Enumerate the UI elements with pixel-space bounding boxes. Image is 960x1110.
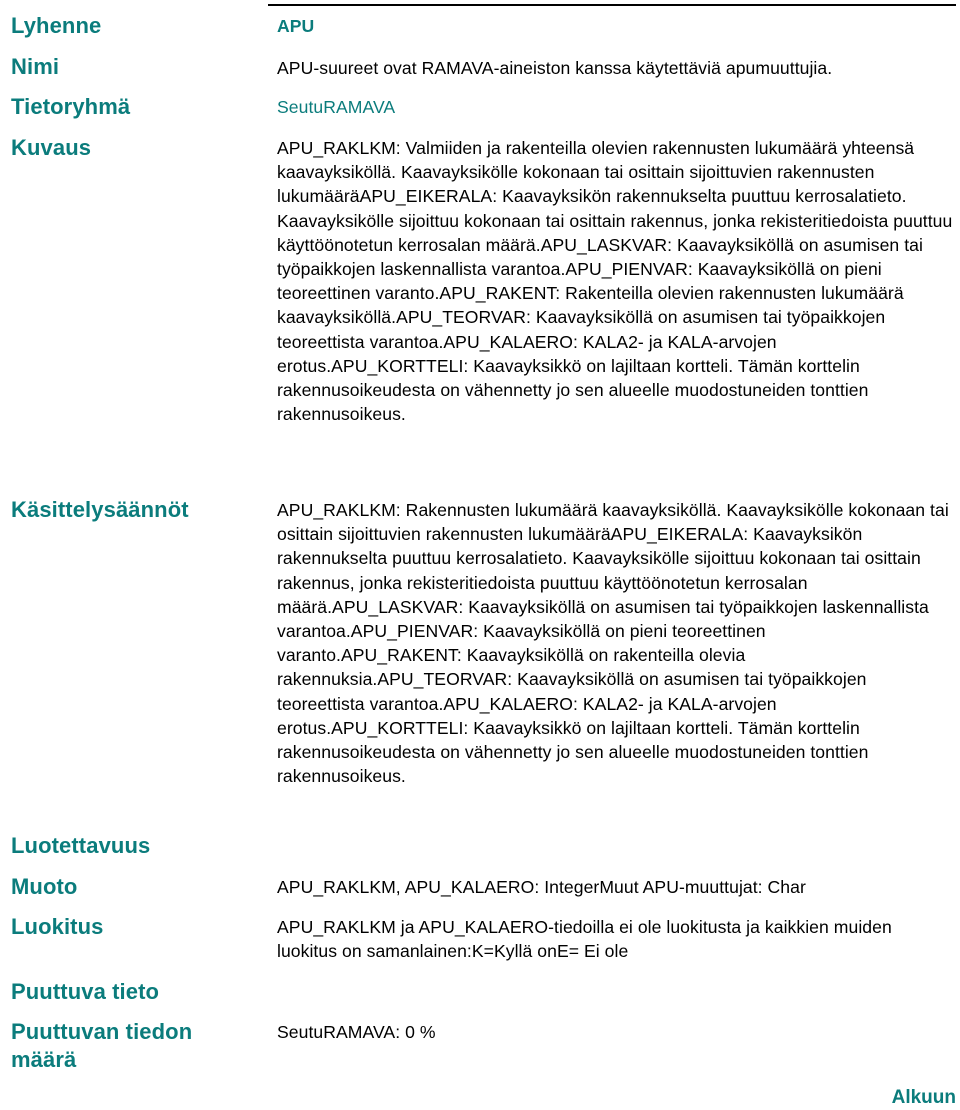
field-value: APU bbox=[277, 16, 315, 36]
back-to-top-link[interactable]: Alkuun bbox=[891, 1087, 956, 1108]
field-label: Tietoryhmä bbox=[11, 94, 131, 119]
field-value: APU_RAKLKM: Rakennusten lukumäärä kaavayksiköllä. Kaavayksikölle kokonaan tai osittain sijoittuvien rakennusten lukumääräAPU_EIKERALA: Kaavayksikön rakennukselta puuttuu kerrosalatieto. Kaavayksikölle sijoittuu kokonaan tai osittain rakennus, jonka rekisteritiedoista puuttuu käyttöönotetun kerrosalan määrä.APU_LASKVAR: Kaavayksiköllä on asumisen tai työpaikkojen laskennallista varantoa.APU_PIENVAR: Kaavayksiköllä on pieni teoreettinen varanto.APU_RAKENT: Kaavayksiköllä on rakenteilla olevia rakennuksia.APU_TEORVAR: Kaavayksiköllä on asumisen tai työpaikkojen teoreettista varantoa.APU_KALAERO: KALA2- ja KALA-arvojen erotus.APU_KORTTELI: Kaavayksikkö on lajiltaan kortteli. Tämän korttelin rakennusoikeudesta on vähennetty jo sen alueelle muodostuneiden tonttien rakennusoikeus. bbox=[277, 500, 949, 787]
field-label: Luotettavuus bbox=[11, 833, 151, 858]
field-label: Nimi bbox=[11, 54, 60, 79]
field-label: Muoto bbox=[11, 874, 78, 899]
field-value: APU_RAKLKM, APU_KALAERO: IntegerMuut APU-muuttujat: Char bbox=[277, 877, 806, 897]
top-divider bbox=[268, 4, 956, 6]
field-value: APU_RAKLKM: Valmiiden ja rakenteilla olevien rakennusten lukumäärä yhteensä kaavayksiköllä. Kaavayksikölle kokonaan tai osittain sijoittuvien rakennusten lukumääräAPU_EIKERALA: Kaavayksikön rakennukselta puuttuu kerrosalatieto. Kaavayksikölle sijoittuu kokonaan tai osittain rakennus, jonka rekisteritiedoista puuttuu käyttöönotetun kerrosalan määrä.APU_LASKVAR: Kaavayksiköllä on asumisen tai työpaikkojen laskennallista varantoa.APU_PIENVAR: Kaavayksiköllä on pieni teoreettinen varanto.APU_RAKENT: Rakenteilla olevien rakennusten lukumäärä kaavayksiköllä.APU_TEORVAR: Kaavayksiköllä on asumisen tai työpaikkojen teoreettista varantoa.APU_KALAERO: KALA2- ja KALA-arvojen erotus.APU_KORTTELI: Kaavayksikkö on lajiltaan kortteli. Tämän korttelin rakennusoikeudesta on vähennetty jo sen alueelle muodostuneiden tonttien rakennusoikeus. bbox=[277, 138, 953, 425]
field-label: Lyhenne bbox=[11, 13, 102, 38]
field-label: Puuttuva tieto bbox=[11, 979, 160, 1004]
field-label: Käsittelysäännöt bbox=[11, 497, 189, 522]
field-value: SeutuRAMAVA bbox=[277, 97, 396, 117]
field-label: Puuttuvan tiedon määrä bbox=[11, 1019, 193, 1072]
field-label: Luokitus bbox=[11, 914, 104, 939]
field-value: APU-suureet ovat RAMAVA-aineiston kanssa käytettäviä apumuuttujia. bbox=[277, 58, 833, 78]
field-value: APU_RAKLKM ja APU_KALAERO-tiedoilla ei ole luokitusta ja kaikkien muiden luokitus on samanlainen:K=Kyllä onE= Ei ole bbox=[277, 917, 892, 962]
field-value: SeutuRAMAVA: 0 % bbox=[277, 1022, 436, 1042]
field-label: Kuvaus bbox=[11, 135, 92, 160]
